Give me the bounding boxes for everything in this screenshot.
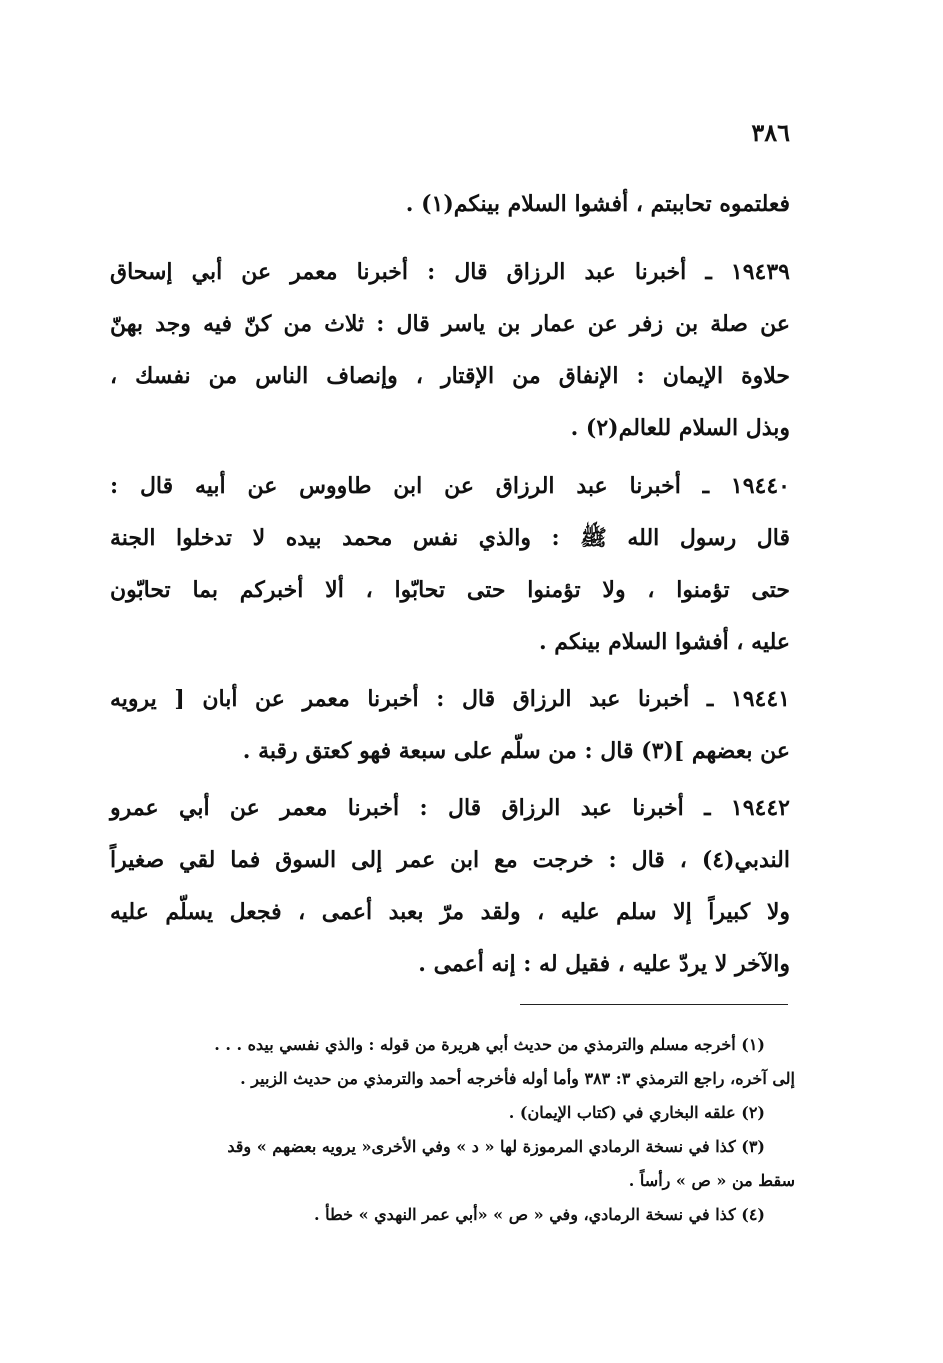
text-line: حلاوة الإيمان : الإنفاق من الإقتار ، وإنصاف الناس من نفسك ، [110,363,790,389]
footnote-2: (٢) علقه البخاري في (كتاب الإيمان) . [508,1103,765,1122]
hadith-19442 [110,782,790,990]
text-line: حتى تؤمنوا ، ولا تؤمنوا حتى تحابّوا ، ألا أخبركم بما تحابّون [110,577,790,603]
text-line: ١٩٤٤٠ ـ أخبرنا عبد الرزاق عن ابن طاووس عن أبيه قال : [110,473,790,499]
footnote-divider [520,1004,788,1005]
text-line: قال رسول الله ﷺ : والذي نفس محمد بيده لا تدخلوا الجنة [110,525,790,551]
footnotes [110,1028,795,1232]
footnote-4: (٤) كذا في نسخة الرمادي، وفي « ص » «أبي عمر النهدي » خطأ . [313,1205,765,1224]
opening-paragraph [110,178,790,230]
text-line: عن بعضهم ](٣) قال : من سلّم على سبعة فهو كعتق رقبة . [242,738,790,764]
hadith-19440 [110,460,790,668]
hadith-19439 [110,246,790,454]
text-line: الندبي(٤) ، قال : خرجت مع ابن عمر إلى السوق فما لقي صغيراً [110,847,790,873]
text-line: ١٩٤٤٢ ـ أخبرنا عبد الرزاق قال : أخبرنا معمر عن أبي عمرو [110,795,790,821]
page-number: ٣٨٦ [751,118,790,147]
footnote-3: (٣) كذا في نسخة الرمادي المرموزة لها « د » وفي الأخرى« يرويه بعضهم » وقد [227,1137,765,1156]
text-line: عليه ، أفشوا السلام بينكم . [538,629,790,655]
text-line: ١٩٤٤١ ـ أخبرنا عبد الرزاق قال : أخبرنا معمر عن أبان [ يرويه [110,686,790,712]
text-line: والآخر لا يردّ عليه ، فقيل له : إنه أعمى . [418,951,790,977]
footnote-1: (١) أخرجه مسلم والترمذي من حديث أبي هريرة من قوله : والذي نفسي بيده . . . [214,1035,765,1054]
text-line: ١٩٤٣٩ ـ أخبرنا عبد الرزاق قال : أخبرنا معمر عن أبي إسحاق [110,259,790,285]
text-line: وبذل السلام للعالم(٢) . [570,415,790,441]
footnote-3-continued: سقط من « ص » رأساً . [628,1171,795,1190]
text-line: عن صلة بن زفر عن عمار بن ياسر قال : ثلاث من كنّ فيه وجد بهنّ [110,311,790,337]
text-line: ولا كبيراً إلا سلم عليه ، ولقد مرّ بعبد أعمى ، فجعل يسلّم عليه [110,899,790,925]
hadith-19441 [110,673,790,777]
footnote-1-continued: إلى آخره، راجع الترمذي ٣: ٣٨٣ وأما أوله فأخرجه أحمد والترمذي من حديث الزبير . [240,1069,795,1088]
text-line: فعلتموه تحاببتم ، أفشوا السلام بينكم(١) . [405,191,790,217]
